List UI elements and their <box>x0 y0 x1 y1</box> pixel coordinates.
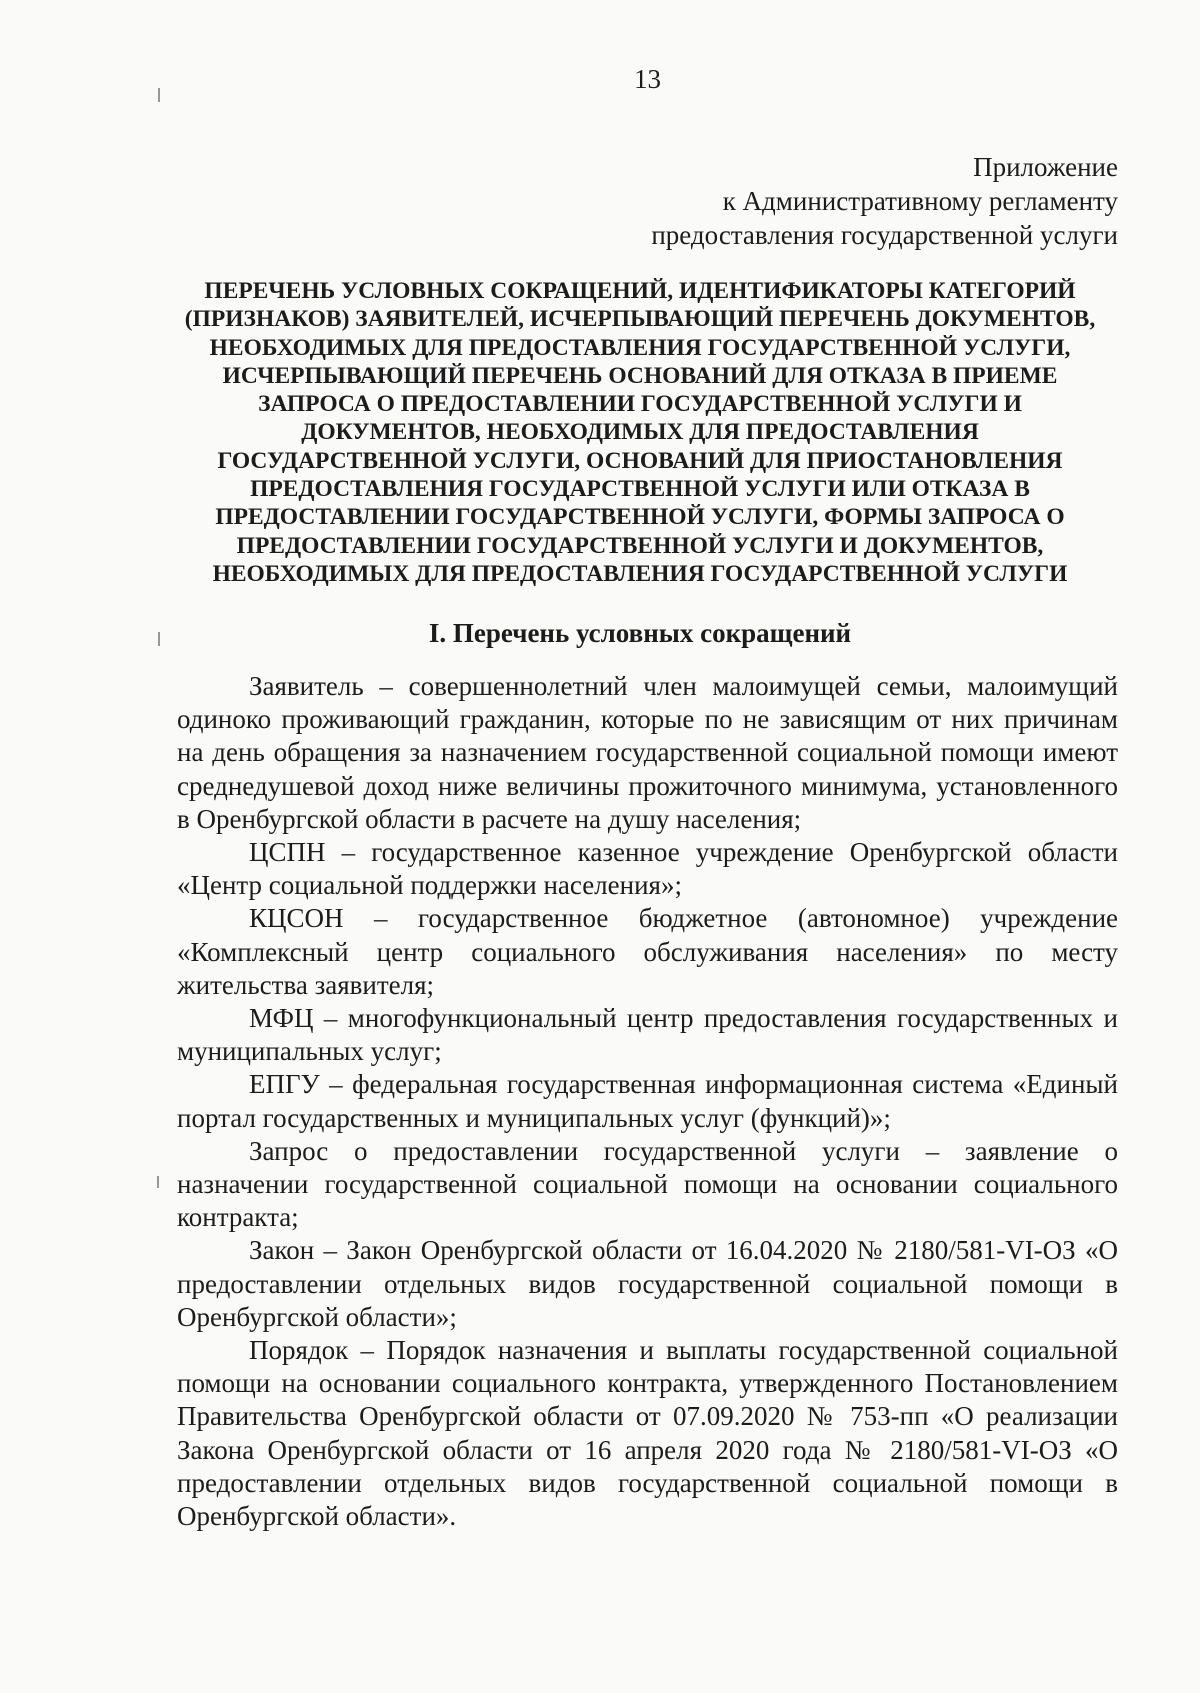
title-line: ДОКУМЕНТОВ, НЕОБХОДИМЫХ ДЛЯ ПРЕДОСТАВЛЕНИЯ <box>301 419 979 446</box>
document-title <box>160 277 1120 588</box>
definition-paragraph-epgu: ЕПГУ – федеральная государственная информационная система «Единый портал государственных и муниципальных услуг (функций)»; <box>177 1069 1118 1133</box>
definition-paragraph-applicant: Заявитель – совершеннолетний член малоимущей семьи, малоимущий одиноко проживающий гражданин, которые по не зависящим от них причинам на день обращения за назначением государственной социальной помощи имеют среднедушевой доход ниже величины прожиточного минимума, установленного в Оренбургской области в расчете на душу населения; <box>177 671 1118 834</box>
title-line: НЕОБХОДИМЫХ ДЛЯ ПРЕДОСТАВЛЕНИЯ ГОСУДАРСТВЕННОЙ УСЛУГИ, <box>209 334 1071 361</box>
definition-paragraph-cspn: ЦСПН – государственное казенное учреждение Оренбургской области «Центр социальной поддержки населения»; <box>177 837 1118 901</box>
definition-paragraph-kcson: КЦСОН – государственное бюджетное (автономное) учреждение «Комплексный центр социального обслуживания населения» по месту жительства заявителя; <box>177 903 1118 1000</box>
definition-paragraph-mfc: МФЦ – многофункциональный центр предоставления государственных и муниципальных услуг; <box>177 1003 1118 1067</box>
definition-paragraph-request: Запрос о предоставлении государственной услуги – заявление о назначении государственной социальной помощи на основании социального контракта; <box>177 1135 1118 1233</box>
definitions-list <box>177 670 1118 1533</box>
appendix-line: к Административному регламенту <box>722 186 1118 216</box>
title-line: ПРЕДОСТАВЛЕНИИ ГОСУДАРСТВЕННОЙ УСЛУГИ И ДОКУМЕНТОВ, <box>236 532 1044 559</box>
title-line: ЗАПРОСА О ПРЕДОСТАВЛЕНИИ ГОСУДАРСТВЕННОЙ УСЛУГИ И <box>258 391 1022 418</box>
title-line: ПЕРЕЧЕНЬ УСЛОВНЫХ СОКРАЩЕНИЙ, ИДЕНТИФИКАТОРЫ КАТЕГОРИЙ <box>204 278 1076 304</box>
definition-paragraph-procedure: Порядок – Порядок назначения и выплаты государственной социальной помощи на основании социального контракта, утвержденного Постановлением Правительства Оренбургской области от 07.09.2020 № 753-пп «О реализации Закона Оренбургской области от 16 апреля 2020 года № 2180/581-VI-ОЗ «О предоставлении отдельных видов государственной социальной помощи в Оренбургской области». <box>177 1335 1118 1532</box>
title-line: ГОСУДАРСТВЕННОЙ УСЛУГИ, ОСНОВАНИЙ ДЛЯ ПРИОСТАНОВЛЕНИЯ <box>217 447 1063 474</box>
title-line: ИСЧЕРПЫВАЮЩИЙ ПЕРЕЧЕНЬ ОСНОВАНИЙ ДЛЯ ОТКАЗА В ПРИЕМЕ <box>222 362 1058 389</box>
appendix-line: Приложение <box>973 152 1118 182</box>
title-line: (ПРИЗНАКОВ) ЗАЯВИТЕЛЕЙ, ИСЧЕРПЫВАЮЩИЙ ПЕРЕЧЕНЬ ДОКУМЕНТОВ, <box>184 306 1096 333</box>
appendix-line: предоставления государственной услуги <box>651 220 1118 250</box>
page-number: 13 <box>634 64 661 94</box>
definition-paragraph-law: Закон – Закон Оренбургской области от 16.04.2020 № 2180/581-VI-ОЗ «О предоставлении отдельных видов государственной социальной помощи в Оренбургской области»; <box>177 1235 1118 1332</box>
title-line: НЕОБХОДИМЫХ ДЛЯ ПРЕДОСТАВЛЕНИЯ ГОСУДАРСТВЕННОЙ УСЛУГИ <box>212 560 1068 587</box>
section-heading: I. Перечень условных сокращений <box>428 618 852 648</box>
title-line: ПРЕДОСТАВЛЕНИЯ ГОСУДАРСТВЕННОЙ УСЛУГИ ИЛИ ОТКАЗА В <box>250 476 1030 503</box>
title-line: ПРЕДОСТАВЛЕНИИ ГОСУДАРСТВЕННОЙ УСЛУГИ, ФОРМЫ ЗАПРОСА О <box>215 504 1065 531</box>
scan-mark <box>157 1176 159 1188</box>
appendix-note <box>651 150 1118 252</box>
